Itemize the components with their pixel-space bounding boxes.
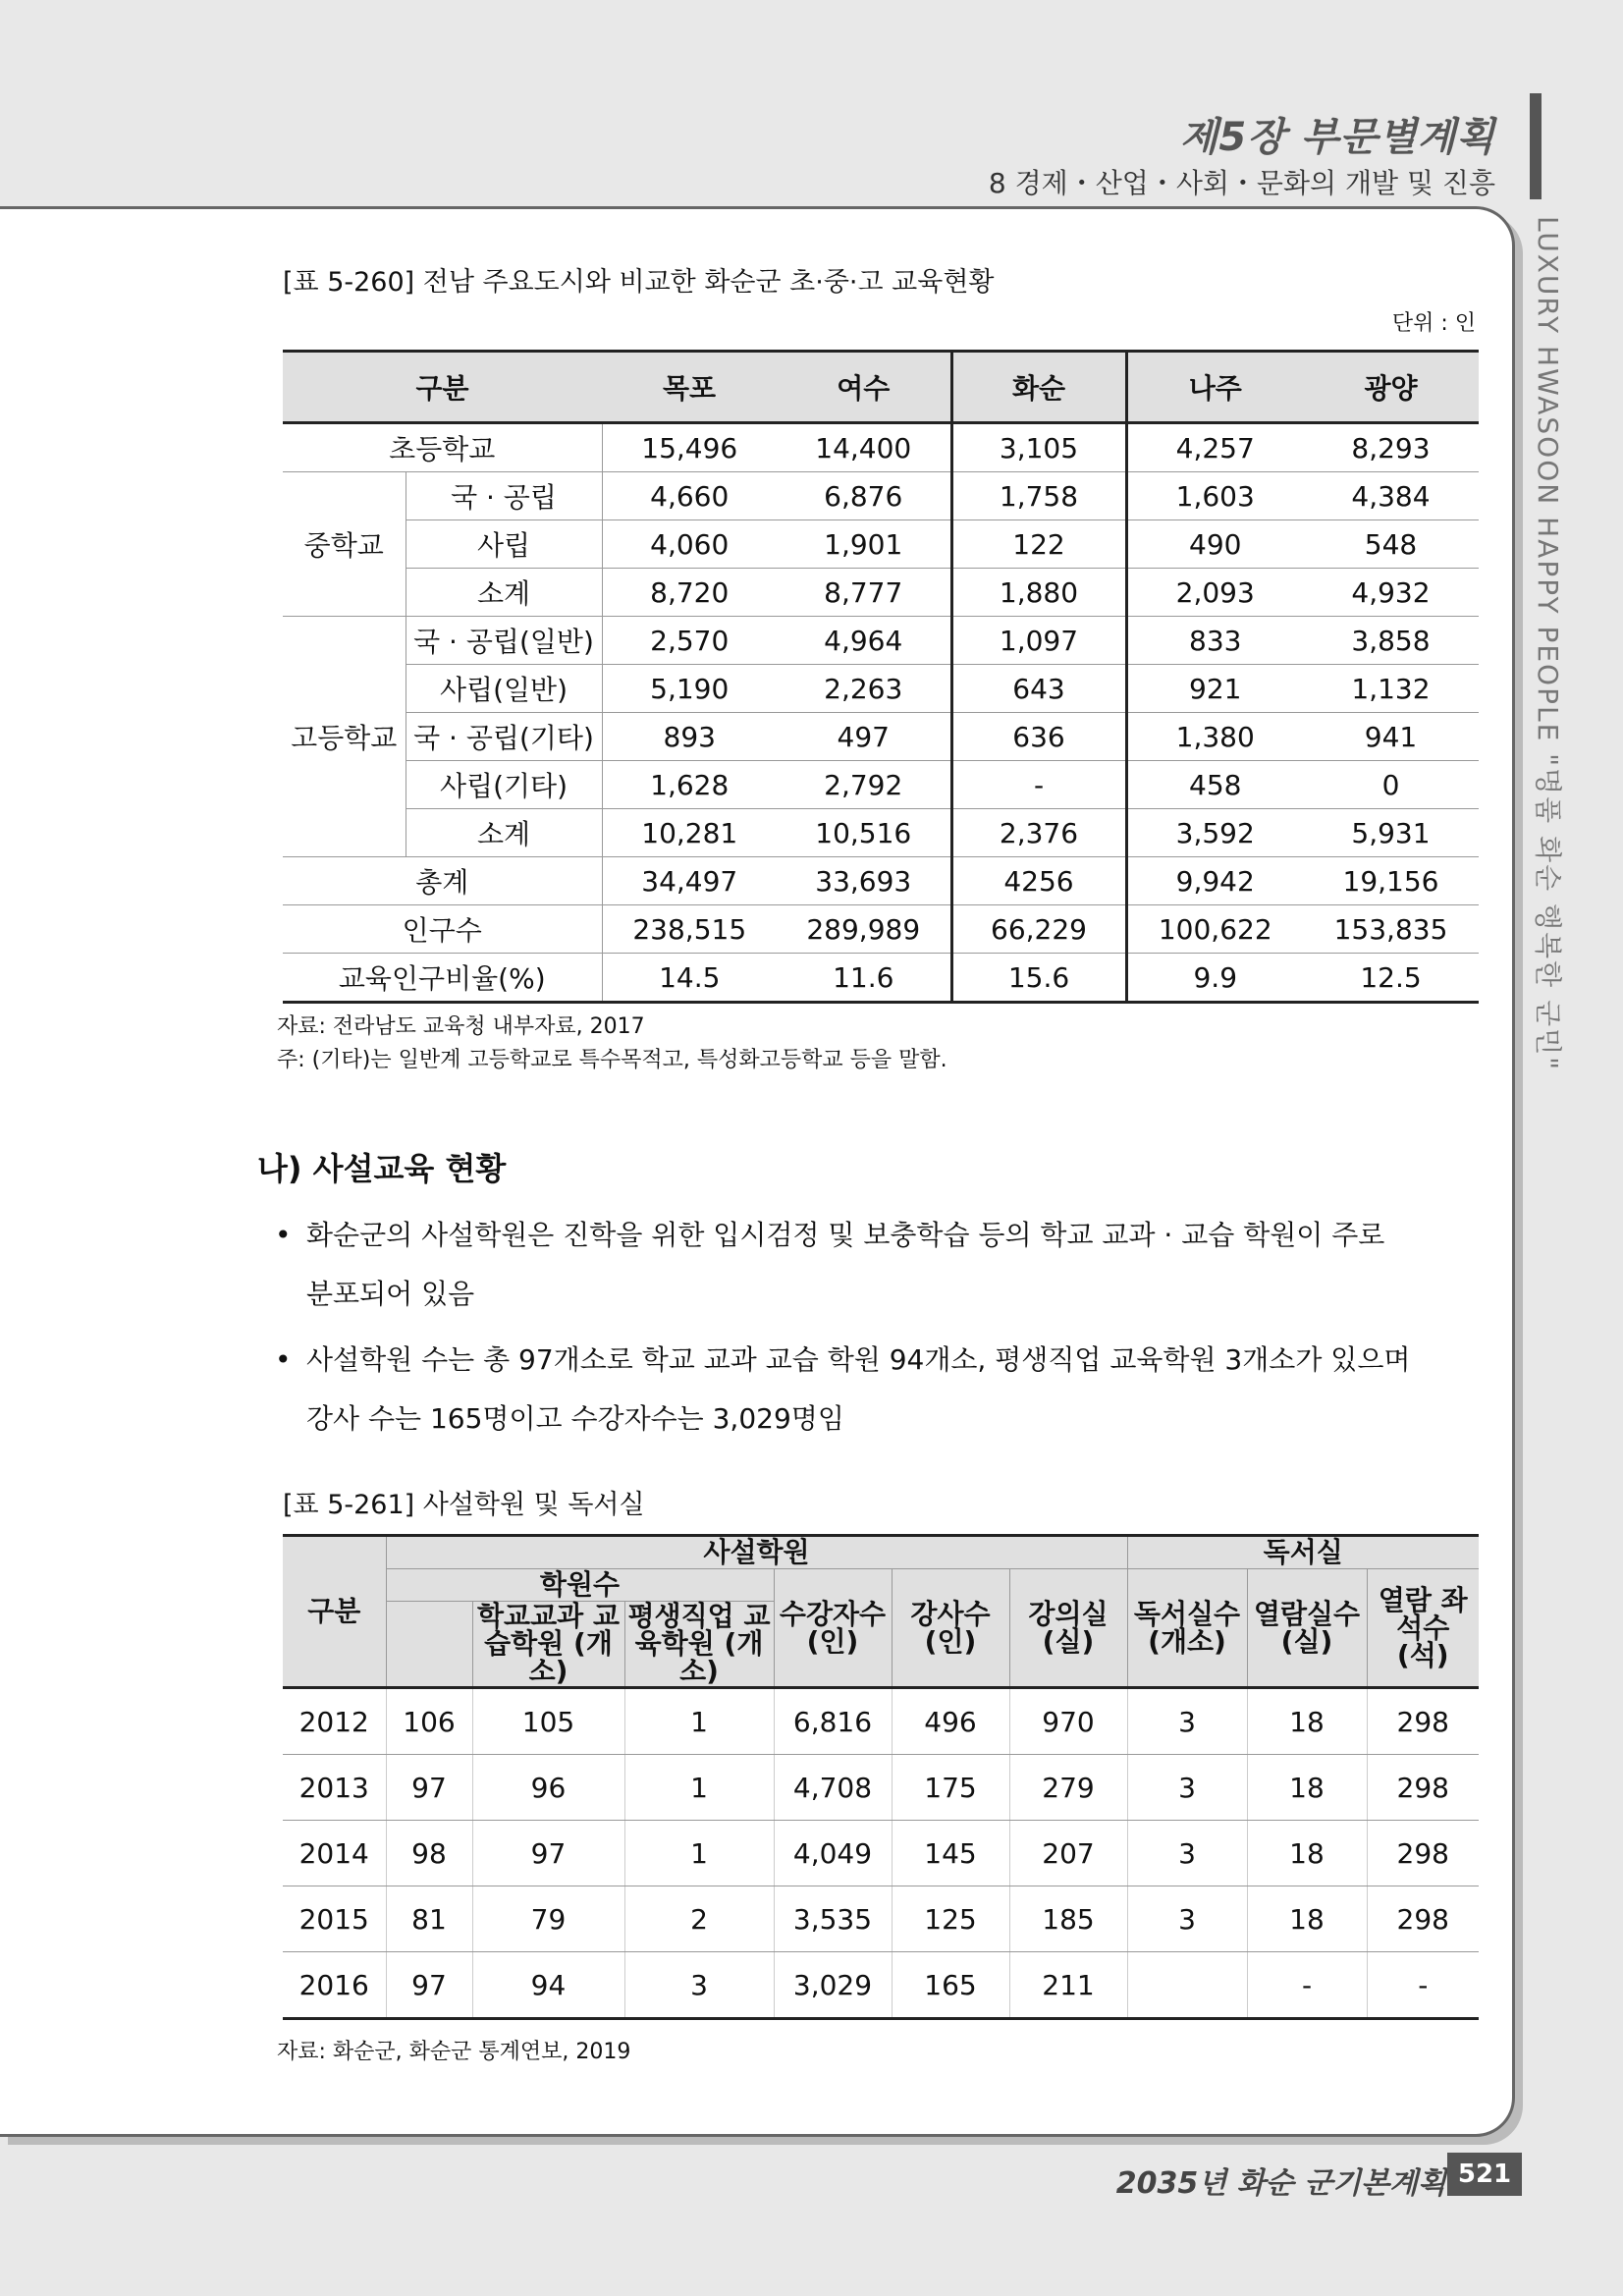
chapter-title: 제5장 부문별계획 bbox=[1179, 115, 1495, 160]
table-row: 고등학교 국 · 공립(일반) 2,570 4,964 1,097 833 3,858 bbox=[283, 617, 1479, 665]
bullet-item: • 화순군의 사설학원은 진학을 위한 입시검정 및 보충학습 등의 학교 교과 · 교습 학원이 주로 분포되어 있음 bbox=[275, 1206, 1473, 1324]
table-header-row: 구분 목포 여수 화순 나주 광양 bbox=[283, 352, 1479, 423]
private-academy-table: 구분 사설학원 독서실 학원수 수강자수 (인) 강사수 (인) 강의실 (실) 독서실수 (개소) 열람실수 (실) 열람 좌석수 (석) 학교교과 교습학원 (개소) 평생직업 교육학원 (개소) 2012 106 105 1 6,816 496 970 3 18 298 2013 97 96 1 4,708 175 279 3 18 298 2014 98 97 1 4,049 145 207 3 18 298 2015 81 79 2 3,535 125 185 3 18 298 2016 97 94 3 3,029 165 211 - - bbox=[283, 1534, 1479, 2020]
side-slogan: LUXURY HWASOON HAPPY PEOPLE "명품 화순 행복한 군민" bbox=[1532, 216, 1564, 1072]
table-row: 사립(기타) 1,628 2,792 - 458 0 bbox=[283, 761, 1479, 809]
table-row: 사립 4,060 1,901 122 490 548 bbox=[283, 520, 1479, 569]
table-row: 소계 10,281 10,516 2,376 3,592 5,931 bbox=[283, 809, 1479, 857]
bullet-item: • 사설학원 수는 총 97개소로 학교 교과 교습 학원 94개소, 평생직업 교육학원 3개소가 있으며 강사 수는 165명이고 수강자수는 3,029명임 bbox=[275, 1331, 1473, 1449]
table1-note: 주: (기타)는 일반계 고등학교로 특수목적고, 특성화고등학교 등을 말함. bbox=[277, 1048, 947, 1072]
table-row: 초등학교 15,496 14,400 3,105 4,257 8,293 bbox=[283, 423, 1479, 472]
table-row: 소계 8,720 8,777 1,880 2,093 4,932 bbox=[283, 569, 1479, 617]
table-row: 국 · 공립(기타) 893 497 636 1,380 941 bbox=[283, 713, 1479, 761]
bullet-dot-icon: • bbox=[275, 1219, 292, 1251]
table-row: 총계 34,497 33,693 4256 9,942 19,156 bbox=[283, 857, 1479, 905]
table-row: 2012 106 105 1 6,816 496 970 3 18 298 bbox=[283, 1688, 1479, 1755]
footer-title: 2035년 화순 군기본계획 bbox=[1115, 2166, 1446, 2201]
header-bar bbox=[1530, 93, 1542, 199]
table1-caption: [표 5-260] 전남 주요도시와 비교한 화순군 초·중·고 교육현황 bbox=[283, 267, 995, 298]
table-row: 인구수 238,515 289,989 66,229 100,622 153,835 bbox=[283, 905, 1479, 954]
section-subtitle: 8 경제・산업・사회・문화의 개발 및 진흥 bbox=[988, 167, 1495, 199]
page-number: 521 bbox=[1447, 2153, 1522, 2196]
table-row: 2015 81 79 2 3,535 125 185 3 18 298 bbox=[283, 1886, 1479, 1952]
table-row: 사립(일반) 5,190 2,263 643 921 1,132 bbox=[283, 665, 1479, 713]
table-row: 교육인구비율(%) 14.5 11.6 15.6 9.9 12.5 bbox=[283, 954, 1479, 1003]
education-status-table bbox=[283, 350, 1479, 1004]
bullet-dot-icon: • bbox=[275, 1343, 292, 1376]
table-row: 중학교 국 · 공립 4,660 6,876 1,758 1,603 4,384 bbox=[283, 472, 1479, 520]
table2-caption: [표 5-261] 사설학원 및 독서실 bbox=[283, 1490, 645, 1520]
table2-source: 자료: 화순군, 화순군 통계연보, 2019 bbox=[277, 2040, 631, 2064]
table-row: 2014 98 97 1 4,049 145 207 3 18 298 bbox=[283, 1821, 1479, 1886]
section-heading: 나) 사설교육 현황 bbox=[257, 1150, 507, 1187]
table-row: 2013 97 96 1 4,708 175 279 3 18 298 bbox=[283, 1755, 1479, 1821]
table1-unit: 단위 : 인 bbox=[1391, 311, 1476, 336]
table1-source: 자료: 전라남도 교육청 내부자료, 2017 bbox=[277, 1014, 645, 1039]
table-row: 2016 97 94 3 3,029 165 211 - - bbox=[283, 1952, 1479, 2019]
